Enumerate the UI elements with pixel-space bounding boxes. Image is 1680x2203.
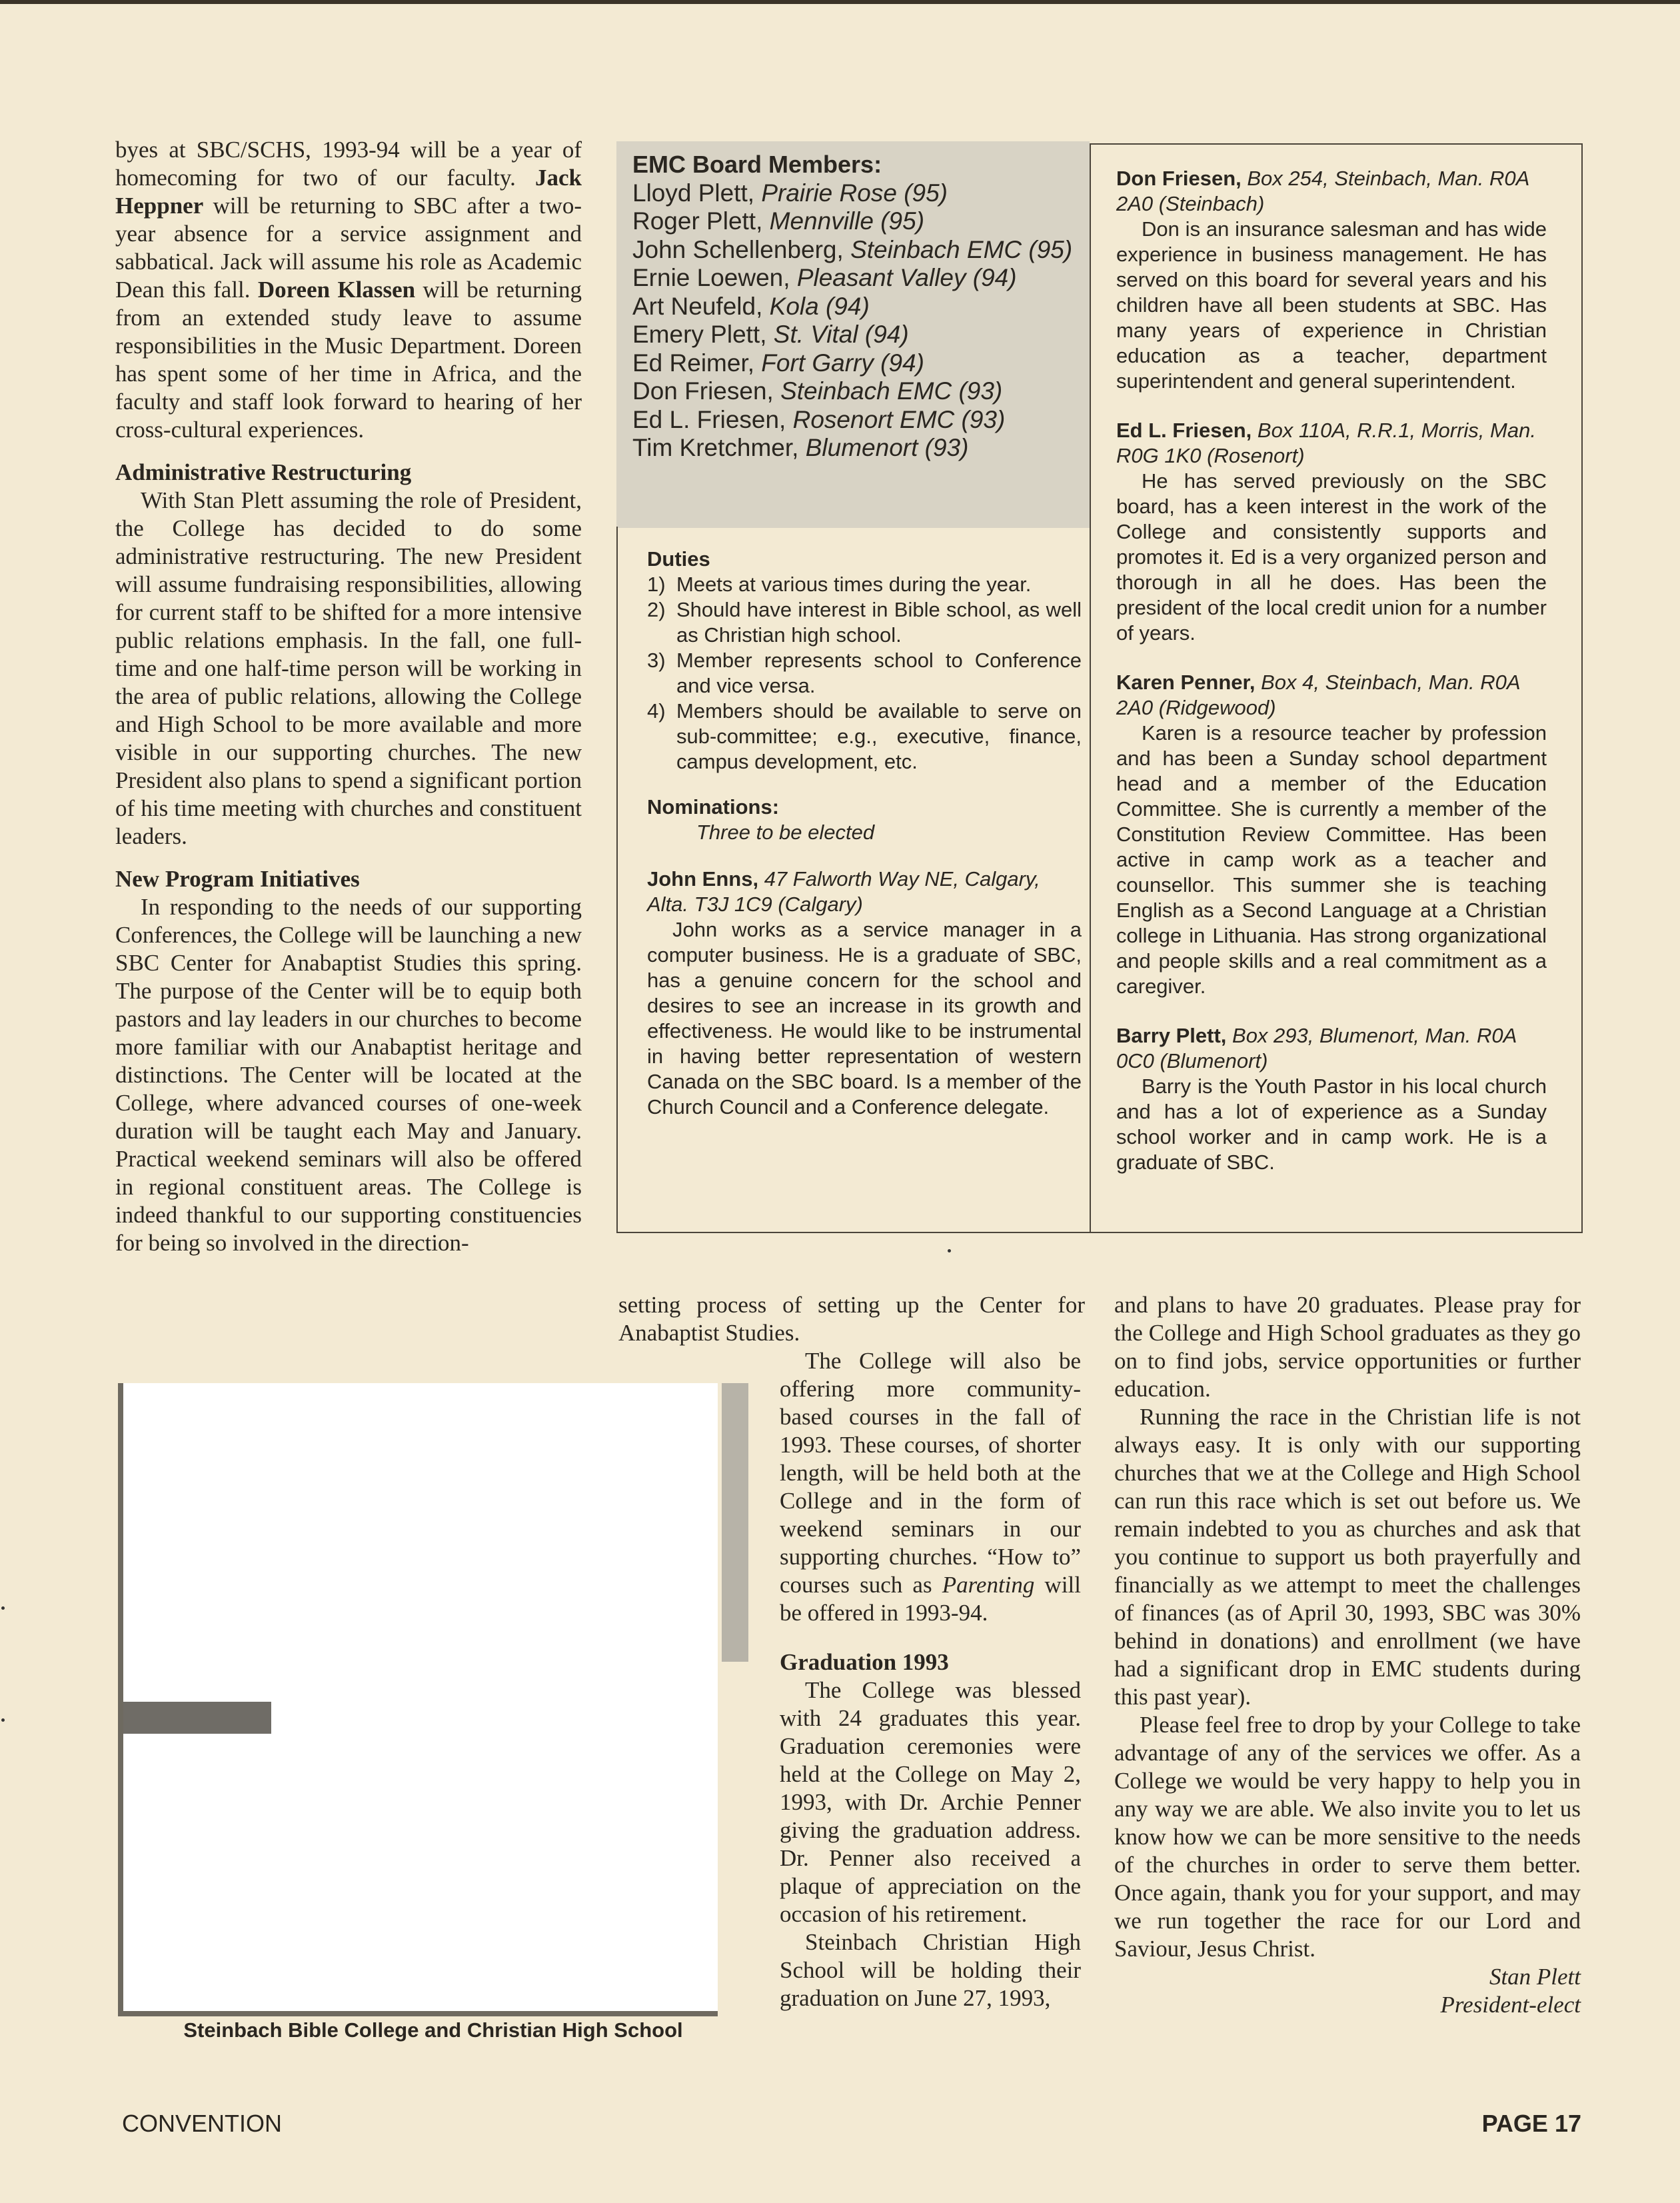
- photo-edge: [722, 1383, 748, 1662]
- heading-new-program: New Program Initiatives: [115, 866, 360, 892]
- duty-item: 2) Should have interest in Bible school, as well as Christian high school.: [647, 598, 1082, 647]
- heading-admin-restructuring: Administrative Restructuring: [115, 459, 412, 485]
- heading-graduation: Graduation 1993: [780, 1649, 949, 1675]
- duty-item: 4) Members should be available to serve on sub-committee; e.g., executive, finance, campus development, etc.: [647, 699, 1082, 773]
- footer-left: CONVENTION: [122, 2110, 283, 2137]
- member-line: Lloyd Plett, Prairie Rose (95): [632, 179, 948, 207]
- margin-dot: [1, 1606, 5, 1610]
- campus-photo: [118, 1383, 718, 2016]
- candidate-john-enns: John Enns, 47 Falworth Way NE, Calgary, Alta. T3J 1C9 (Calgary) John works as a service manager in a computer business. He is a graduate of SBC, has a genuine concern for the school and desires to see an increase in its growth and effectiveness. He would like to be instrumental in having better representation of western Canada on the SBC board. Is a member of the Church Council and a Conference delegate.: [647, 867, 1082, 1118]
- intro-paragraph: byes at SBC/SCHS, 1993-94 will be a year of homecoming for two of our faculty. Jack Heppner will be returning to SBC after a two-year absence for a service assignment and sabbatical. Jack will assume his role as Academic Dean this fall. Doreen Klassen will be returning from an extended study leave to assume responsibilities in the Music Department. Doreen has spent some of her time in Africa, and the faculty and staff look forward to hearing of her cross-cultural experiences.: [115, 137, 582, 443]
- signature-name: Stan Plett: [1489, 1964, 1581, 1990]
- stray-dot: [948, 1249, 951, 1252]
- duties-title: Duties: [647, 547, 710, 571]
- col3-paragraph-1: and plans to have 20 graduates. Please pray for the College and High School graduates as they go on to find jobs, service opportunities or further education.: [1114, 1292, 1581, 1402]
- member-line: Roger Plett, Mennville (95): [632, 207, 925, 235]
- member-line: Ed Reimer, Fort Garry (94): [632, 349, 924, 377]
- footer-right: PAGE 17: [1481, 2110, 1581, 2137]
- col3-paragraph-2: Running the race in the Christian life is not always easy. It is only with our supporting churches that we at the College and High School can run this race which is set out before us. We remain indebted to you as churches and ask that you continue to support us both prayerfully and financially as we attempt to meet the challenges of finances (as of April 30, 1993, SBC was 30% behind in donations) and enrollment (we have had a significant drop in EMC students during this past year).: [1114, 1404, 1581, 1710]
- signature-title: President-elect: [1440, 1992, 1581, 2018]
- candidate-entry: Don Friesen, Box 254, Steinbach, Man. R0A 2A0 (Steinbach) Don is an insurance salesman and has wide experience in business management. He has served on this board for several years and his children have all been students at SBC. Has many years of experience in Christian education as a teacher, department superintendent and general superintendent.: [1116, 167, 1547, 393]
- member-line: Ernie Loewen, Pleasant Valley (94): [632, 264, 1017, 291]
- photo-strip: [123, 1702, 271, 1734]
- member-line: John Schellenberg, Steinbach EMC (95): [632, 235, 1073, 263]
- admin-paragraph: With Stan Plett assuming the role of President, the College has decided to do some administrative restructuring. The new President will assume fundraising responsibilities, allowing for current staff to be shifted for a more intensive public relations emphasis. In the fall, one full-time and one half-time person will be working in the area of public relations, allowing the College and High School to be more available and more visible in our supporting churches. The new President also plans to spend a significant portion of his time meeting with churches and constituent leaders.: [115, 487, 582, 849]
- new-program-paragraph: In responding to the needs of our supporting Conferences, the College will be launching a new SBC Center for Anabaptist Studies this spring. The purpose of the Center will be to equip both pastors and lay leaders in our churches to become more familiar with our Anabaptist heritage and distinctions. The Center will be located at the College, where advanced courses of one-week duration will be taught each May and January. Practical weekend seminars will also be offered in regional constituent areas. The College is indeed thankful to our supporting constituencies for being so involved in the direction-: [115, 894, 582, 1256]
- column-2-narrow: [780, 1347, 1081, 2012]
- graduation-paragraph: The College was blessed with 24 graduates this year. Graduation ceremonies were held at the College on May 2, 1993, with Dr. Archie Penner giving the graduation address. Dr. Penner also received a plaque of appreciation on the occasion of his retirement.: [780, 1677, 1081, 1927]
- candidate-entry: Barry Plett, Box 293, Blumenort, Man. R0A 0C0 (Blumenort) Barry is the Youth Pastor in his local church and has a lot of experience as a Sunday school worker and in camp work. He is a graduate of SBC.: [1116, 1024, 1547, 1174]
- duties-box: [616, 527, 1091, 1233]
- margin-dot: [1, 1718, 5, 1722]
- member-line: Tim Kretchmer, Blumenort (93): [632, 434, 969, 461]
- member-line: Ed L. Friesen, Rosenort EMC (93): [632, 405, 1006, 433]
- candidate-entry: Ed L. Friesen, Box 110A, R.R.1, Morris, Man. R0G 1K0 (Rosenort) He has served previously on the SBC board, has a keen interest in the work of the College and consistently supports and promotes it. Ed is a very organized person and thorough in all he does. Has been the president of the local credit union for a number of years.: [1116, 419, 1547, 645]
- member-line: Don Friesen, Steinbach EMC (93): [632, 377, 1003, 405]
- duty-item: 1) Meets at various times during the year.: [647, 573, 1032, 596]
- candidates-box: [1090, 143, 1583, 1233]
- top-rule: [0, 0, 1680, 4]
- member-line: Art Neufeld, Kola (94): [632, 292, 870, 320]
- nominations-title: Nominations:: [647, 795, 780, 819]
- photo-caption: Steinbach Bible College and Christian High School: [183, 2018, 683, 2042]
- community-courses-paragraph: The College will also be offering more community-based courses in the fall of 1993. These courses, of shorter length, will be held both at the College and in the form of weekend seminars in our supporting churches. “How to” courses such as Parenting will be offered in 1993-94.: [780, 1348, 1081, 1626]
- column-2-top: [618, 1291, 1085, 1347]
- members-title: EMC Board Members:: [632, 151, 882, 178]
- emc-board-members-box: [616, 141, 1090, 528]
- column-1: [115, 136, 582, 1257]
- continuation-paragraph: setting process of setting up the Center for Anabaptist Studies.: [618, 1292, 1085, 1346]
- high-school-paragraph: Steinbach Christian High School will be holding their graduation on June 27, 1993,: [780, 1929, 1081, 2011]
- member-line: Emery Plett, St. Vital (94): [632, 321, 909, 348]
- col3-paragraph-3: Please feel free to drop by your College to take advantage of any of the services we offer. As a College we would be very happy to help you in any way we are able. We also invite you to let us know how we can be more sensitive to the needs of the churches in order to serve them better. Once again, thank you for your support, and may we run together the race for our Lord and Saviour, Jesus Christ.: [1114, 1712, 1581, 1962]
- duty-item: 3) Member represents school to Conference and vice versa.: [647, 649, 1082, 697]
- column-3: [1114, 1291, 1581, 2019]
- candidate-entry: Karen Penner, Box 4, Steinbach, Man. R0A 2A0 (Ridgewood) Karen is a resource teacher by profession and has been a Sunday school department head and a member of the Education Committee. She is currently a member of the Constitution Review Committee. Has been active in camp work as a teacher and counsellor. This summer she is teaching English as a Second Language at a Christian college in Lithuania. Has strong organizational and people skills and a real commitment as a caregiver.: [1116, 671, 1547, 998]
- nominations-text: Three to be elected: [696, 821, 875, 844]
